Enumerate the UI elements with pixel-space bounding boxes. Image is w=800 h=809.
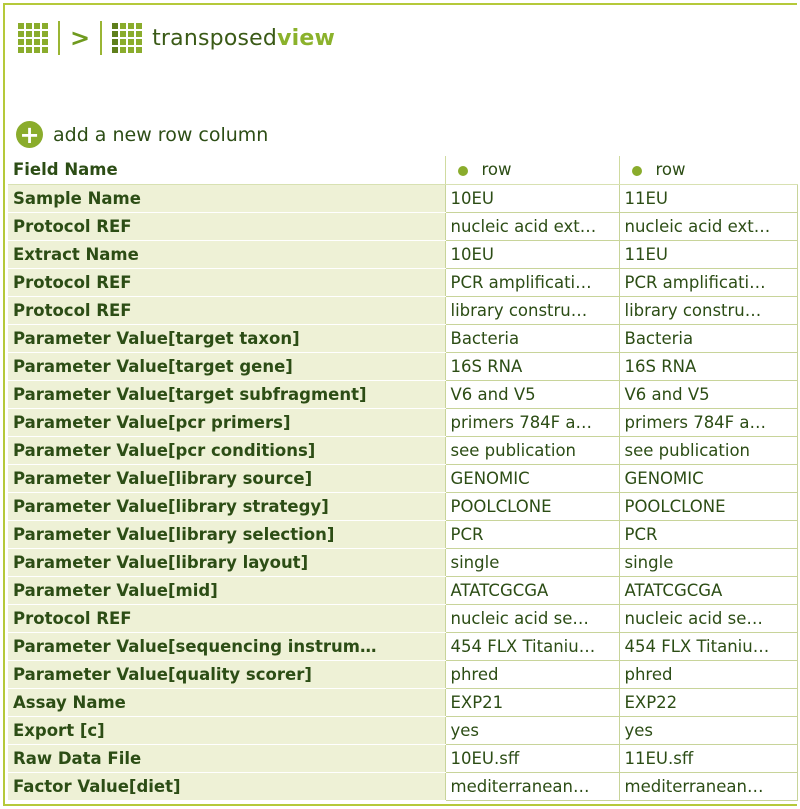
add-row-column-label: add a new row column [53, 123, 269, 146]
table-row [8, 324, 797, 352]
app-header [18, 18, 335, 58]
transposed-grid-icon [112, 23, 142, 53]
row-column-header[interactable] [445, 156, 619, 184]
value-cell[interactable]: EXP22 [619, 688, 797, 716]
field-name-cell: Protocol REF [8, 296, 445, 324]
field-name-cell: Protocol REF [8, 268, 445, 296]
table-row [8, 296, 797, 324]
value-cell[interactable]: Bacteria [445, 324, 619, 352]
value-cell[interactable]: 10EU [445, 240, 619, 268]
table-row [8, 520, 797, 548]
value-cell[interactable]: nucleic acid se… [445, 604, 619, 632]
dot-icon [458, 166, 468, 176]
value-cell[interactable]: primers 784F a… [445, 408, 619, 436]
field-name-cell: Protocol REF [8, 604, 445, 632]
table-row [8, 352, 797, 380]
column-header-label: row [481, 160, 512, 180]
value-cell[interactable]: 11EU [619, 184, 797, 212]
table-row [8, 716, 797, 744]
app-title [152, 26, 335, 51]
value-cell[interactable]: primers 784F a… [619, 408, 797, 436]
value-cell[interactable]: single [445, 548, 619, 576]
value-cell[interactable]: Bacteria [619, 324, 797, 352]
table-row [8, 632, 797, 660]
value-cell[interactable]: see publication [445, 436, 619, 464]
value-cell[interactable]: 454 FLX Titaniu… [619, 632, 797, 660]
field-name-cell: Raw Data File [8, 744, 445, 772]
value-cell[interactable]: POOLCLONE [445, 492, 619, 520]
spreadsheet-grid-icon[interactable] [18, 23, 48, 53]
table-row [8, 184, 797, 212]
field-name-cell: Parameter Value[pcr conditions] [8, 436, 445, 464]
field-name-cell: Protocol REF [8, 212, 445, 240]
brand-main: transposed [152, 25, 278, 51]
field-name-cell: Parameter Value[library layout] [8, 548, 445, 576]
table-row [8, 744, 797, 772]
value-cell[interactable]: 11EU [619, 240, 797, 268]
value-cell[interactable]: yes [445, 716, 619, 744]
plus-circle-icon[interactable]: + [16, 121, 43, 148]
value-cell[interactable]: PCR amplificati… [619, 268, 797, 296]
table-row [8, 492, 797, 520]
field-name-cell: Sample Name [8, 184, 445, 212]
value-cell[interactable]: EXP21 [445, 688, 619, 716]
value-cell[interactable]: library constru… [619, 296, 797, 324]
value-cell[interactable]: ATATCGCGA [619, 576, 797, 604]
header-divider [58, 21, 60, 55]
value-cell[interactable]: phred [445, 660, 619, 688]
table-row [8, 548, 797, 576]
value-cell[interactable]: GENOMIC [619, 464, 797, 492]
brand-accent: view [277, 25, 335, 51]
value-cell[interactable]: library constru… [445, 296, 619, 324]
table-row [8, 268, 797, 296]
field-name-cell: Parameter Value[library strategy] [8, 492, 445, 520]
row-column-header[interactable] [619, 156, 797, 184]
chevron-right-icon[interactable]: > [70, 24, 91, 52]
value-cell[interactable]: mediterranean… [445, 772, 619, 800]
table-header-row [8, 156, 797, 184]
column-header-label: row [655, 160, 686, 180]
table-row [8, 240, 797, 268]
table-row [8, 408, 797, 436]
table-row [8, 688, 797, 716]
field-name-cell: Extract Name [8, 240, 445, 268]
field-name-cell: Parameter Value[target taxon] [8, 324, 445, 352]
field-name-cell: Parameter Value[pcr primers] [8, 408, 445, 436]
value-cell[interactable]: 454 FLX Titaniu… [445, 632, 619, 660]
value-cell[interactable]: V6 and V5 [445, 380, 619, 408]
value-cell[interactable]: 16S RNA [619, 352, 797, 380]
value-cell[interactable]: GENOMIC [445, 464, 619, 492]
value-cell[interactable]: single [619, 548, 797, 576]
value-cell[interactable]: ATATCGCGA [445, 576, 619, 604]
value-cell[interactable]: V6 and V5 [619, 380, 797, 408]
field-name-cell: Parameter Value[library selection] [8, 520, 445, 548]
value-cell[interactable]: mediterranean… [619, 772, 797, 800]
table-row [8, 212, 797, 240]
table-row [8, 604, 797, 632]
table-row [8, 772, 797, 800]
field-name-cell: Parameter Value[quality scorer] [8, 660, 445, 688]
table-row [8, 464, 797, 492]
header-divider [100, 21, 102, 55]
value-cell[interactable]: 10EU.sff [445, 744, 619, 772]
field-name-cell: Parameter Value[sequencing instrum… [8, 632, 445, 660]
table-row [8, 380, 797, 408]
field-name-cell: Assay Name [8, 688, 445, 716]
value-cell[interactable]: 16S RNA [445, 352, 619, 380]
value-cell[interactable]: nucleic acid ext… [619, 212, 797, 240]
add-row-column-button[interactable] [16, 121, 268, 148]
field-name-cell: Parameter Value[library source] [8, 464, 445, 492]
value-cell[interactable]: nucleic acid se… [619, 604, 797, 632]
value-cell[interactable]: POOLCLONE [619, 492, 797, 520]
field-name-cell: Factor Value[diet] [8, 772, 445, 800]
value-cell[interactable]: 11EU.sff [619, 744, 797, 772]
transposed-table [8, 156, 798, 801]
field-name-cell: Parameter Value[mid] [8, 576, 445, 604]
field-name-cell: Export [c] [8, 716, 445, 744]
field-name-cell: Parameter Value[target subfragment] [8, 380, 445, 408]
value-cell[interactable]: PCR [619, 520, 797, 548]
table-row [8, 660, 797, 688]
dot-icon [632, 166, 642, 176]
field-name-header: Field Name [8, 156, 445, 184]
value-cell[interactable]: 10EU [445, 184, 619, 212]
field-name-cell: Parameter Value[target gene] [8, 352, 445, 380]
table-row [8, 576, 797, 604]
value-cell[interactable]: PCR [445, 520, 619, 548]
value-cell[interactable]: PCR amplificati… [445, 268, 619, 296]
value-cell[interactable]: see publication [619, 436, 797, 464]
value-cell[interactable]: nucleic acid ext… [445, 212, 619, 240]
value-cell[interactable]: phred [619, 660, 797, 688]
value-cell[interactable]: yes [619, 716, 797, 744]
table-row [8, 436, 797, 464]
